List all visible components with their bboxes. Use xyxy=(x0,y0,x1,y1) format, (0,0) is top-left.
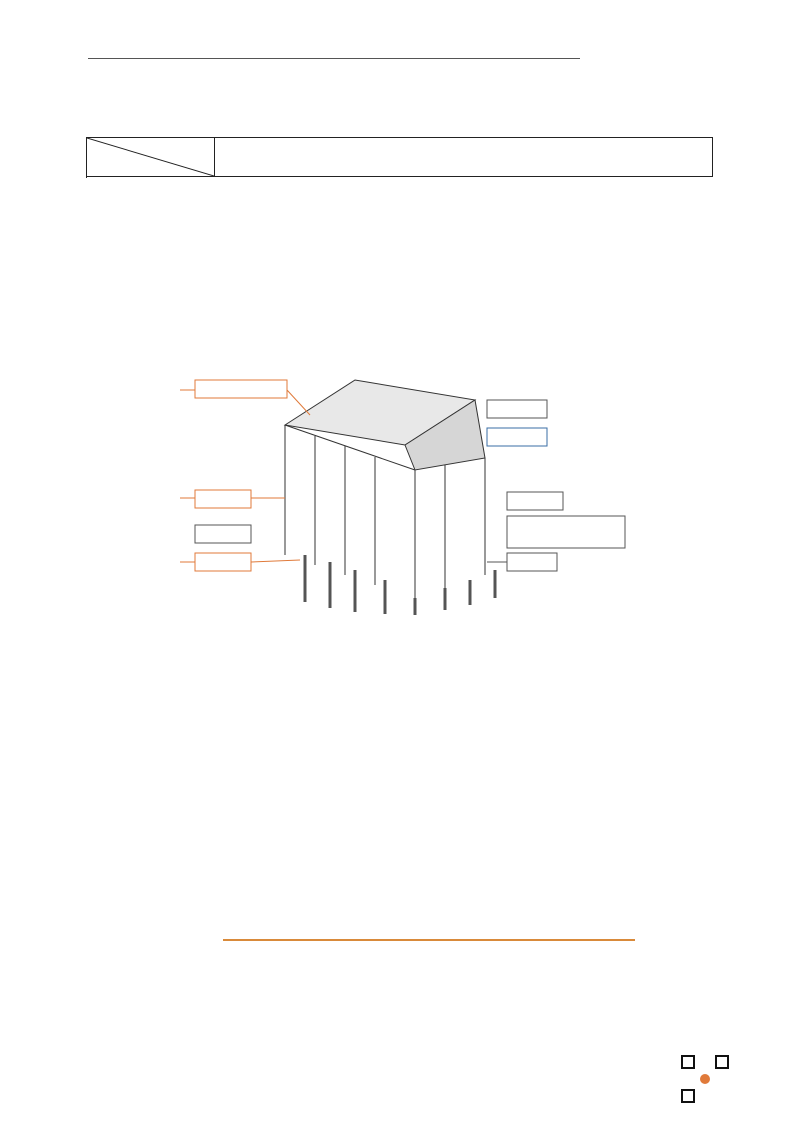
table-corner-cell xyxy=(87,138,215,177)
building-structure-drawing xyxy=(285,380,495,615)
score-table xyxy=(86,137,713,177)
underground-flow-diagram xyxy=(165,888,665,996)
header-divider xyxy=(88,58,580,59)
chapter-mindmap xyxy=(150,620,670,870)
table-span-header xyxy=(215,138,713,177)
corner-diagonal xyxy=(87,138,214,176)
qr-code-icon[interactable] xyxy=(680,1054,730,1104)
building-diagram xyxy=(175,370,645,615)
